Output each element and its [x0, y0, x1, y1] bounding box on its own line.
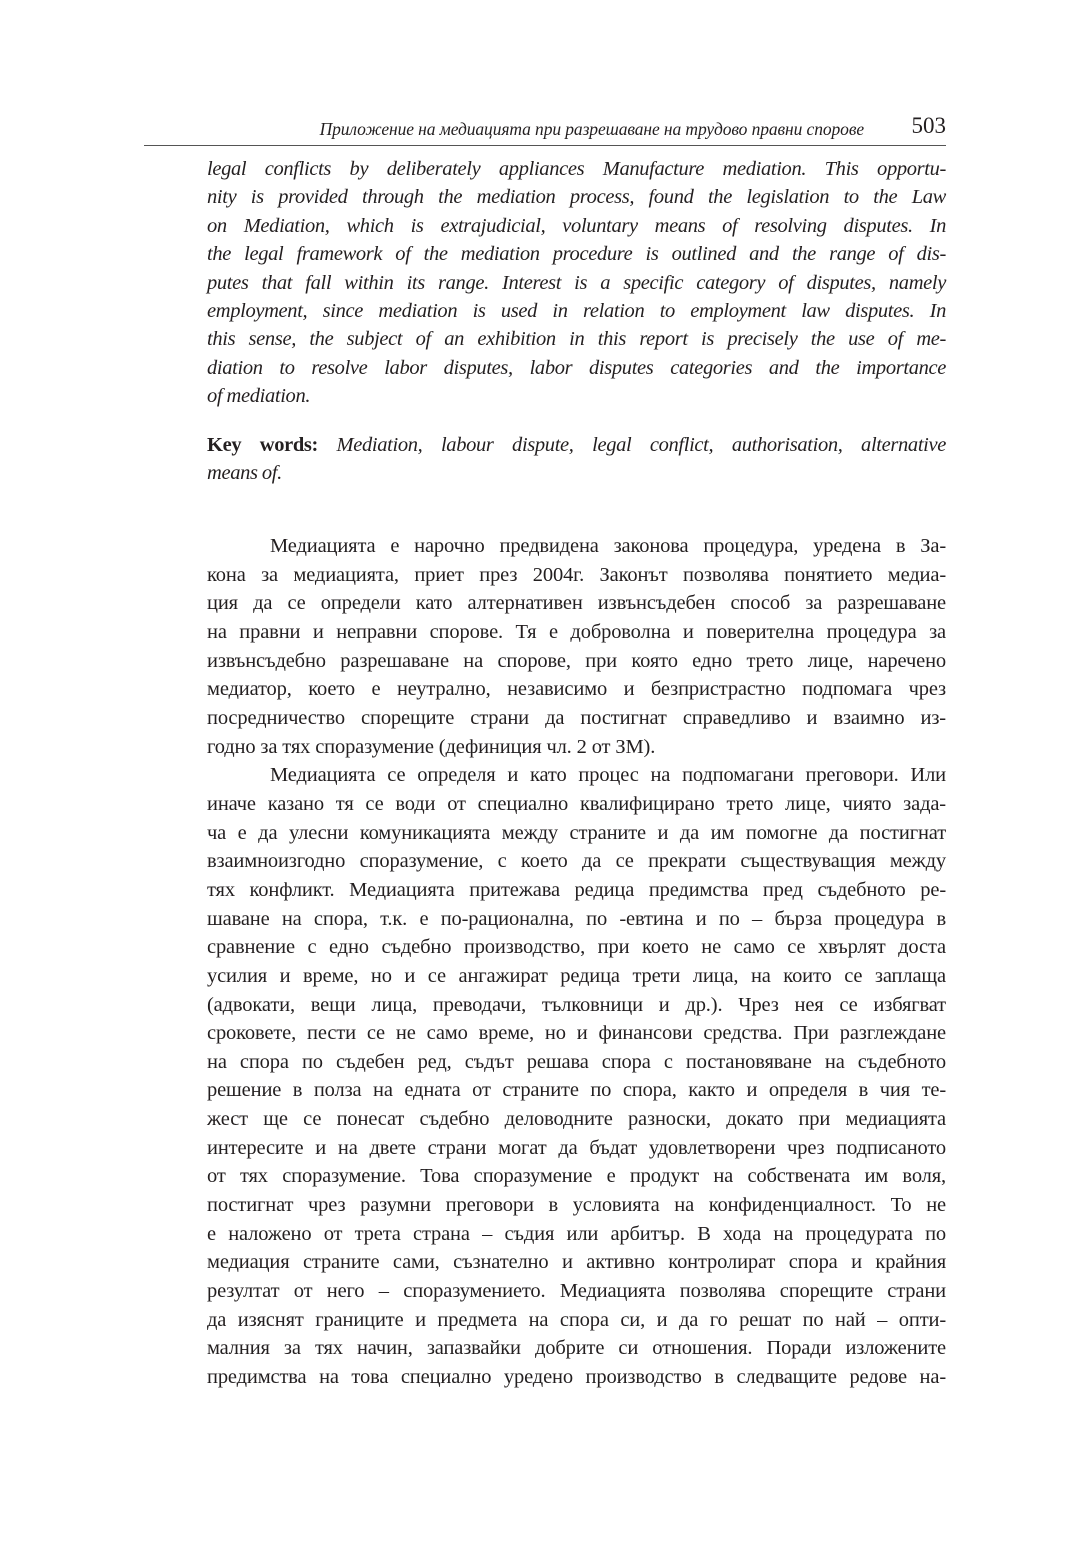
- body-line: усилия и време, но и се ангажират редица трети лица, на които се заплаща: [207, 964, 946, 987]
- body-line: медиация страните сами, съзнателно и активно контролират спора и крайния: [207, 1251, 946, 1274]
- body-line: решение в полза на едната от страните по спора, както и определя в чия те-: [207, 1079, 946, 1102]
- body-line: (адвокати, вещи лица, преводачи, тълковници и др.). Чрез нея се избягват: [207, 993, 946, 1016]
- abstract-line: nity is provided through the mediation process, found the legislation to the Law: [207, 186, 946, 209]
- abstract-line: employment, since mediation is used in relation to employment law disputes. In: [207, 300, 946, 323]
- body-text: [144, 532, 946, 1392]
- abstract-line: diation to resolve labor disputes, labor disputes categories and the importance: [207, 356, 946, 379]
- body-line: иначе казано тя се води от специално квалифицирано трето лице, чиято зада-: [207, 792, 946, 815]
- abstract-line: legal conflicts by deliberately appliances Manufacture mediation. This opportu-: [207, 158, 946, 180]
- abstract-line: the legal framework of the mediation procedure is outlined and the range of dis-: [207, 243, 946, 266]
- abstract-line: on Mediation, which is extrajudicial, voluntary means of resolving disputes. In: [207, 214, 946, 237]
- body-line: тях конфликт. Медиацията притежава редица предимства пред съдебното ре-: [207, 878, 946, 901]
- body-line: на правни и неправни спорове. Тя е доброволна и поверителна процедура за: [207, 620, 946, 643]
- body-line: резултат от него – споразумението. Медиацията позволява спорещите страни: [207, 1280, 946, 1303]
- body-line: на спора по съдебен ред, съдът решава спора с постановяване на съдебното: [207, 1050, 946, 1073]
- keywords: [207, 431, 946, 488]
- body-line: ция да се определи като алтернативен извънсъдебен способ за разрешаване: [207, 592, 946, 615]
- body-line: шаване на спора, т.к. е по-рационална, по -евтина и по – бърза процедура в: [207, 907, 946, 930]
- body-line: медиатор, което е неутрално, независимо и безпристрастно подпомага чрез: [207, 678, 946, 701]
- page-number: 503: [911, 113, 946, 138]
- abstract-line: this sense, the subject of an exhibition in this report is precisely the use of me-: [207, 328, 946, 351]
- body-line: жест ще се понесат съдебно деловодните разноски, докато при медиацията: [207, 1108, 946, 1131]
- paragraph-2: [144, 761, 946, 1391]
- body-line: сроковете, пести се не само време, но и финансови средства. При разглеждане: [207, 1022, 946, 1045]
- body-line: Медиацията е нарочно предвидена законова процедура, уредена в За-: [270, 535, 946, 557]
- abstract: [207, 155, 946, 411]
- running-header: [144, 113, 946, 146]
- keywords-line: means of.: [207, 462, 282, 485]
- keywords-label: Key words:: [207, 434, 319, 456]
- paragraph-1: [144, 532, 946, 761]
- body-line: интересите и на двете страни могат да бъдат удовлетворени чрез подписаното: [207, 1136, 946, 1159]
- body-line: годно за тях споразумение (дефиниция чл. 2 от ЗМ).: [207, 735, 656, 758]
- body-line: постигнат чрез разумни преговори в условията на конфиденциалност. То не: [207, 1194, 946, 1217]
- body-line: извънсъдебно разрешаване на спорове, при която едно трето лице, наречено: [207, 649, 946, 672]
- body-line: да изяснят границите и предмета на спора си, и да го решат по най – опти-: [207, 1308, 946, 1331]
- body-line: предимства на това специално уредено производство в следващите редове на-: [207, 1366, 946, 1389]
- running-title: Приложение на медиацията при разрешаване на трудово правни спорове: [319, 119, 864, 139]
- body-line: Медиацията се определя и като процес на подпомагани преговори. Или: [270, 764, 946, 787]
- body-line: малния за тях начин, запазвайки добрите си отношения. Поради изложените: [207, 1337, 946, 1360]
- abstract-line: of mediation.: [207, 385, 311, 408]
- keywords-text: Mediation, labour dispute, legal conflict, authorisation, alternative: [318, 434, 947, 456]
- body-line: от тях споразумение. Това споразумение е продукт на собствената им воля,: [207, 1165, 946, 1188]
- body-line: кона за медиацията, приет през 2004г. Законът позволява понятието медиа-: [207, 563, 946, 586]
- abstract-line: putes that fall within its range. Interest is a specific category of disputes, namely: [207, 271, 946, 294]
- keywords-line: [207, 431, 946, 459]
- body-line: посредничество спорещите страни да постигнат справедливо и взаимно из-: [207, 706, 946, 729]
- body-line: взаимноизгодно споразумение, с което да се прекрати съществуващия между: [207, 850, 946, 873]
- body-line: сравнение с едно съдебно производство, при което не само се хвърлят доста: [207, 936, 946, 959]
- body-line: е наложено от трета страна – съдия или арбитър. В хода на процедурата по: [207, 1222, 946, 1245]
- body-line: ча е да улесни комуникацията между страните и да им помогне да постигнат: [207, 821, 946, 844]
